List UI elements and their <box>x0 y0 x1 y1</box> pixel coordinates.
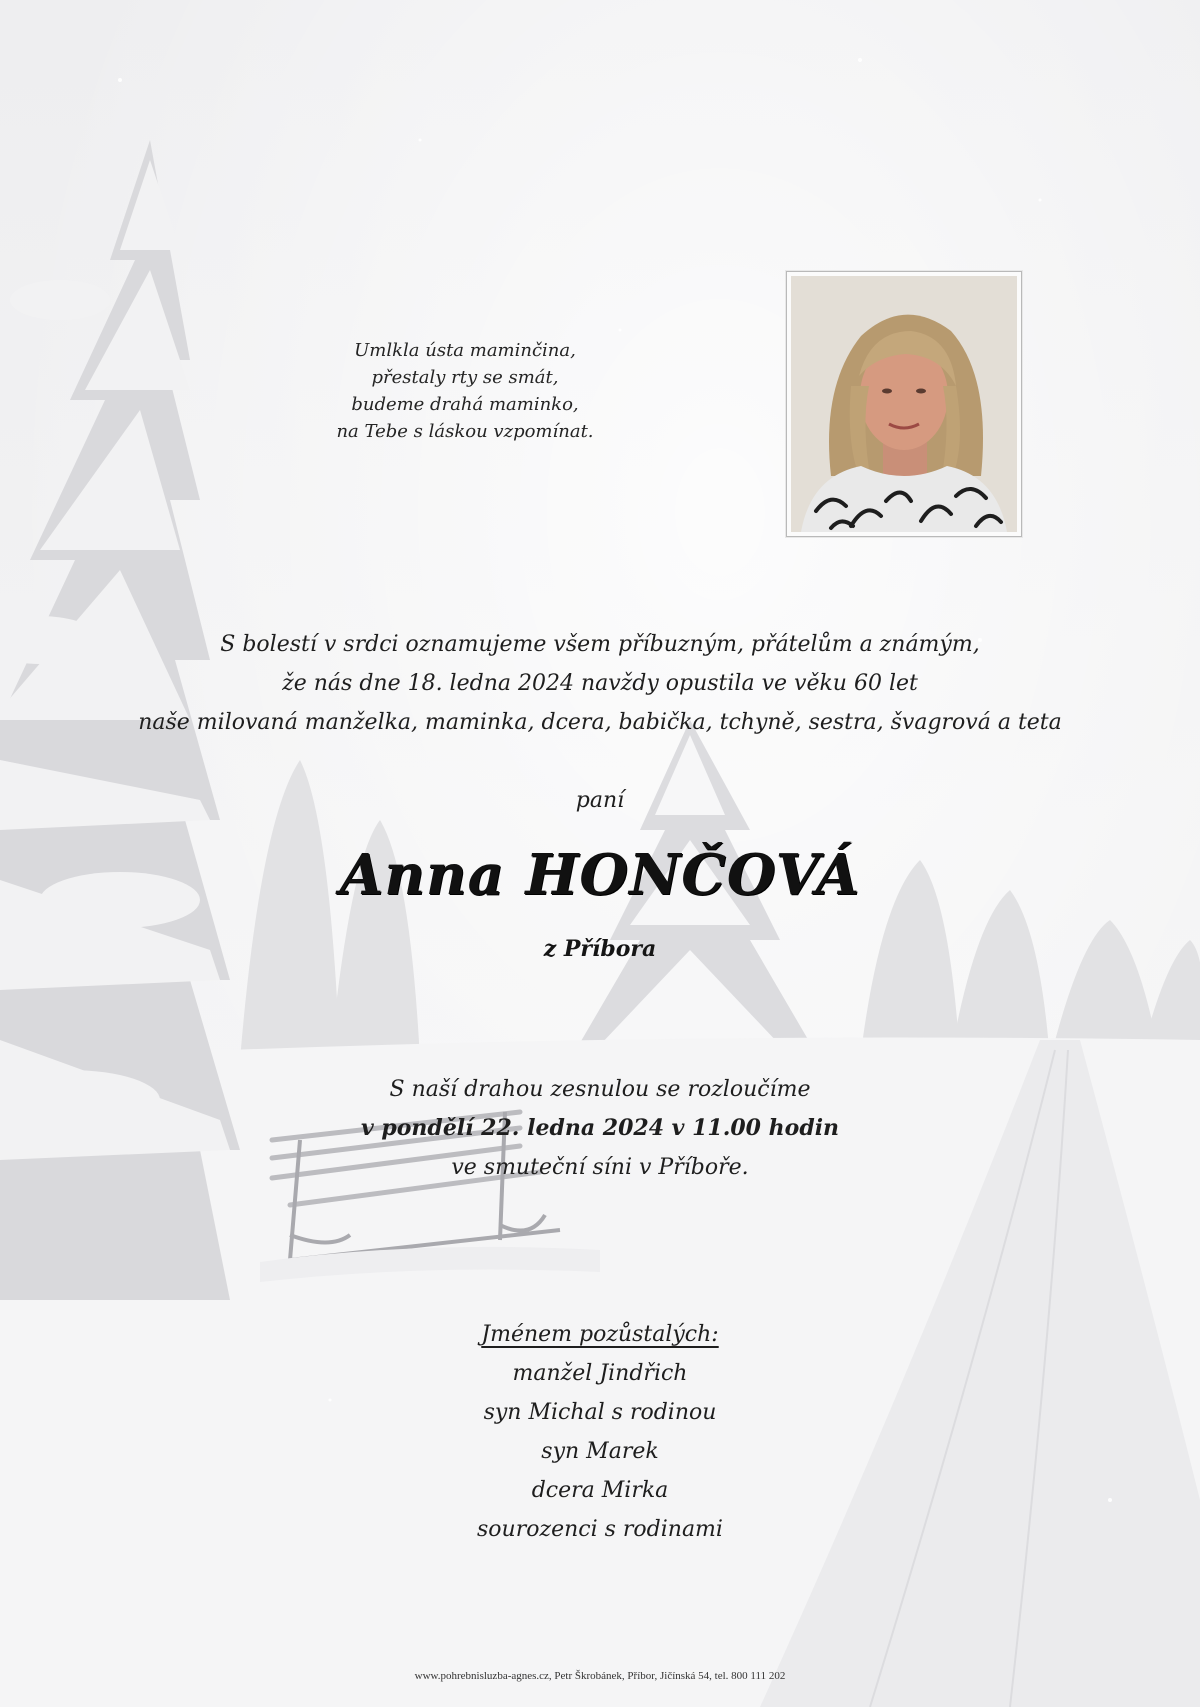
memorial-poem <box>280 337 650 445</box>
mourner-entry: sourozenci s rodinami <box>477 1517 723 1542</box>
funeral-service-footer: www.pohrebnisluzba-agnes.cz, Petr Škrobánek, Příbor, Jičínská 54, tel. 800 111 202 <box>414 1670 786 1682</box>
honorific: paní <box>575 788 625 813</box>
poem-line: na Tebe s láskou vzpomínat. <box>336 421 594 442</box>
mourner-entry: manžel Jindřich <box>512 1361 688 1386</box>
deceased-name: Anna HONČOVÁ <box>339 842 861 908</box>
death-announcement <box>0 625 1200 742</box>
mourner-entry: syn Marek <box>541 1439 659 1464</box>
announcement-line: že nás dne 18. ledna 2024 navždy opustila ve věku 60 let <box>282 671 918 696</box>
mourner-entry: syn Michal s rodinou <box>483 1400 717 1425</box>
announcement-line: S bolestí v srdci oznamujeme všem příbuzným, přátelům a známým, <box>220 632 980 657</box>
announcement-line: naše milovaná manželka, maminka, dcera, babička, tchyně, sestra, švagrová a teta <box>138 710 1062 735</box>
mourners-heading: Jménem pozůstalých: <box>481 1322 719 1347</box>
farewell-intro: S naší drahou zesnulou se rozloučíme <box>389 1077 811 1102</box>
farewell-details <box>0 1070 1200 1187</box>
poem-line: Umlkla ústa maminčina, <box>354 340 576 361</box>
mourner-entry: dcera Mirka <box>531 1478 669 1503</box>
deceased-hometown: z Příbora <box>543 936 657 962</box>
poem-line: budeme drahá maminko, <box>351 394 579 415</box>
poem-line: přestaly rty se smát, <box>371 367 559 388</box>
farewell-location: ve smuteční síni v Příboře. <box>451 1155 749 1180</box>
farewell-date-time: v pondělí 22. ledna 2024 v 11.00 hodin <box>360 1115 840 1141</box>
mourners-list <box>0 1315 1200 1549</box>
portrait-image <box>791 276 1017 532</box>
portrait-photo <box>786 271 1022 537</box>
